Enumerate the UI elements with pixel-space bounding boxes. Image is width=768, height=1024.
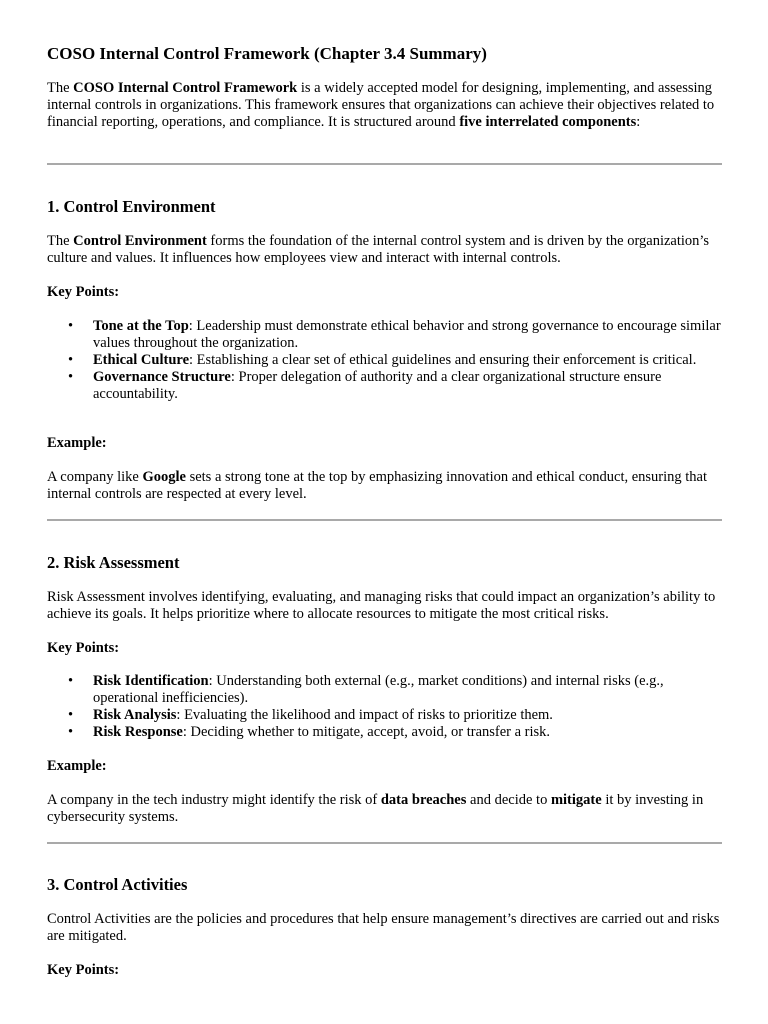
list-item: • Risk Response: Deciding whether to mitigate, accept, avoid, or transfer a risk. <box>68 724 551 740</box>
divider <box>47 163 722 165</box>
key-points-label: Key Points: <box>47 962 120 978</box>
key-points-label: Key Points: <box>47 284 120 300</box>
bullet-icon: • <box>68 724 74 740</box>
section-description: Control Activities are the policies and procedures that help ensure management’s directives are carried out and risks are mitigated. <box>47 911 720 944</box>
divider <box>47 519 722 521</box>
list-item: • Ethical Culture: Establishing a clear set of ethical guidelines and ensuring their enforcement is critical. <box>68 352 697 368</box>
intro-paragraph: The COSO Internal Control Framework is a widely accepted model for designing, implementing, and assessing internal controls in organizations. This framework ensures that organizations can achieve their objectives related to financial reporting, operations, and compliance. It is structured around five interrelated components: <box>47 80 715 130</box>
section-heading-control-activities: 3. Control Activities <box>47 875 188 894</box>
section-description: Risk Assessment involves identifying, evaluating, and managing risks that could impact an organization’s ability to achieve its goals. It helps prioritize where to allocate resources to mitigate the most critical risks. <box>47 589 716 622</box>
document-title: COSO Internal Control Framework (Chapter 3.4 Summary) <box>47 44 487 63</box>
example-label: Example: <box>47 435 107 451</box>
framework-name: COSO Internal Control Framework <box>73 80 298 96</box>
key-points-label: Key Points: <box>47 640 120 656</box>
example-label: Example: <box>47 758 107 774</box>
section-heading-risk-assessment: 2. Risk Assessment <box>47 553 180 572</box>
list-item: • Tone at the Top: Leadership must demonstrate ethical behavior and strong governance to encourage similar values throughout the organization. <box>68 318 721 351</box>
example-paragraph: A company like Google sets a strong tone at the top by emphasizing innovation and ethical conduct, ensuring that internal controls are respected at every level. <box>47 469 708 502</box>
bullet-icon: • <box>68 707 74 723</box>
list-item: • Governance Structure: Proper delegation of authority and a clear organizational structure ensure accountability. <box>68 369 662 402</box>
bullet-icon: • <box>68 318 74 334</box>
divider <box>47 842 722 844</box>
key-points-list <box>47 318 724 403</box>
bullet-icon: • <box>68 369 74 385</box>
list-item: • Risk Analysis: Evaluating the likelihood and impact of risks to prioritize them. <box>68 707 553 723</box>
example-paragraph: A company in the tech industry might identify the risk of data breaches and decide to mitigate it by investing in cybersecurity systems. <box>47 792 704 825</box>
section-description: The Control Environment forms the foundation of the internal control system and is driven by the organization’s culture and values. It influences how employees view and interact with internal controls. <box>47 233 710 266</box>
list-item: • Risk Identification: Understanding both external (e.g., market conditions) and internal risks (e.g., operational inefficiencies). <box>68 673 664 706</box>
five-components-emphasis: five interrelated components <box>459 114 637 130</box>
key-points-list <box>47 673 724 741</box>
section-heading-control-environment: 1. Control Environment <box>47 197 216 216</box>
bullet-icon: • <box>68 673 74 689</box>
bullet-icon: • <box>68 352 74 368</box>
